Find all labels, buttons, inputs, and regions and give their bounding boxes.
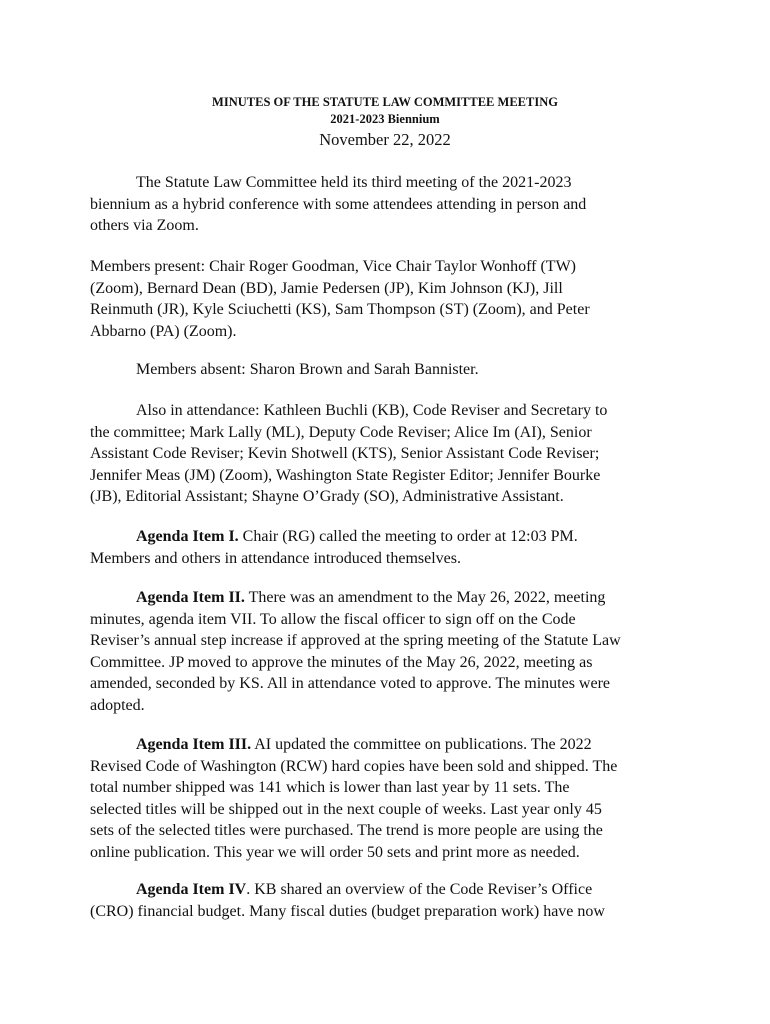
- agenda-item-4-paragraph: [90, 879, 682, 922]
- agenda-item-2-paragraph: [90, 587, 682, 716]
- text-line: Jennifer Meas (JM) (Zoom), Washington State Register Editor; Jennifer Bourke: [90, 466, 601, 484]
- members-absent-paragraph: [90, 359, 682, 381]
- text-line: Committee. JP moved to approve the minutes of the May 26, 2022, meeting as: [90, 653, 593, 671]
- attendance-paragraph: [90, 400, 682, 508]
- text-line: Members absent: Sharon Brown and Sarah Bannister.: [136, 361, 479, 378]
- text-line: adopted.: [90, 696, 145, 714]
- text-line: (JB), Editorial Assistant; Shayne O’Grady (SO), Administrative Assistant.: [90, 488, 564, 505]
- text-line: [90, 734, 682, 756]
- text-line: online publication. This year we will order 50 sets and print more as needed.: [90, 843, 580, 861]
- agenda-item-label: Agenda Item III.: [136, 736, 252, 753]
- agenda-item-text: There was an amendment to the May 26, 2022, meeting: [244, 589, 606, 606]
- intro-paragraph: [90, 172, 682, 237]
- text-line: [90, 587, 682, 609]
- text-line: (Zoom), Bernard Dean (BD), Jamie Pedersen (JP), Kim Johnson (KJ), Jill: [90, 279, 563, 297]
- text-line: Members present: Chair Roger Goodman, Vice Chair Taylor Wonhoff (TW): [90, 258, 576, 275]
- text-line: Reinmuth (JR), Kyle Sciuchetti (KS), Sam Thompson (ST) (Zoom), and Peter: [90, 301, 590, 318]
- document-title: MINUTES OF THE STATUTE LAW COMMITTEE MEETING: [212, 95, 558, 109]
- text-line: Revised Code of Washington (RCW) hard copies have been sold and shipped. The: [90, 757, 618, 775]
- text-line: others via Zoom.: [90, 217, 199, 234]
- text-line: biennium as a hybrid conference with some attendees attending in person and: [90, 195, 587, 213]
- agenda-item-label: Agenda Item I.: [136, 528, 239, 545]
- text-line: [90, 879, 682, 901]
- agenda-item-text: AI updated the committee on publications. The 2022: [251, 736, 592, 753]
- text-line: [90, 526, 682, 548]
- meeting-date: November 22, 2022: [319, 130, 451, 149]
- text-line: The Statute Law Committee held its third meeting of the 2021-2023: [136, 174, 572, 191]
- text-line: sets of the selected titles were purchased. The trend is more people are using the: [90, 822, 603, 839]
- document-biennium: 2021-2023 Biennium: [330, 112, 440, 126]
- agenda-item-text: Chair (RG) called the meeting to order at 12:03 PM.: [238, 528, 578, 545]
- text-line: Reviser’s annual step increase if approved at the spring meeting of the Statute Law: [90, 632, 621, 649]
- text-line: Also in attendance: Kathleen Buchli (KB), Code Reviser and Secretary to: [136, 402, 608, 419]
- members-present-paragraph: [90, 256, 682, 342]
- text-line: selected titles will be shipped out in the next couple of weeks. Last year only 45: [90, 800, 602, 818]
- agenda-item-label: Agenda Item IV: [136, 881, 247, 898]
- text-line: the committee; Mark Lally (ML), Deputy Code Reviser; Alice Im (AI), Senior: [90, 423, 592, 441]
- text-line: Members and others in attendance introduced themselves.: [90, 549, 461, 567]
- text-line: (CRO) financial budget. Many fiscal duties (budget preparation work) have now: [90, 902, 605, 920]
- text-line: Abbarno (PA) (Zoom).: [90, 322, 237, 340]
- text-line: total number shipped was 141 which is lower than last year by 11 sets. The: [90, 779, 570, 796]
- text-line: amended, seconded by KS. All in attendance voted to approve. The minutes were: [90, 675, 610, 692]
- text-line: Assistant Code Reviser; Kevin Shotwell (KTS), Senior Assistant Code Reviser;: [90, 445, 600, 462]
- agenda-item-label: Agenda Item II.: [136, 589, 245, 606]
- agenda-item-3-paragraph: [90, 734, 682, 863]
- text-line: minutes, agenda item VII. To allow the fiscal officer to sign off on the Code: [90, 610, 576, 628]
- agenda-item-text: . KB shared an overview of the Code Reviser’s Office: [246, 881, 593, 898]
- agenda-item-1-paragraph: [90, 526, 682, 569]
